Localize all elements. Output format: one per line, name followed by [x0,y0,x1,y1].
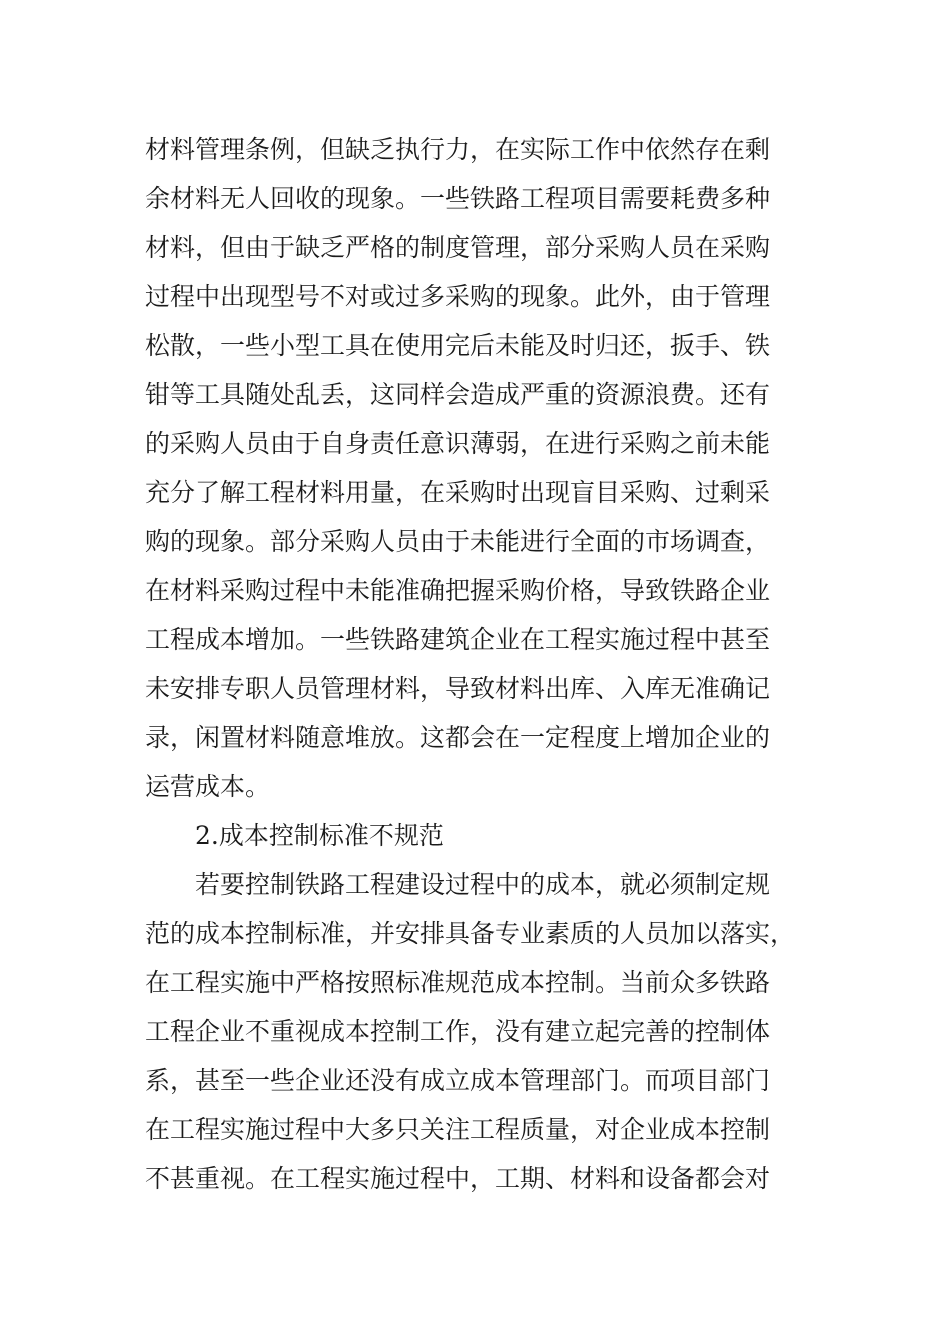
text-line: 松散，一些小型工具在使用完后未能及时归还，扳手、铁 [145,331,771,360]
text-line: 在工程实施中严格按照标准规范成本控制。当前众多铁路 [145,968,771,997]
text-line: 范的成本控制标准，并安排具备专业素质的人员加以落实， [145,919,796,948]
text-line: 在工程实施过程中大多只关注工程质量，对企业成本控制 [145,1115,771,1144]
text-line: 材料，但由于缺乏严格的制度管理，部分采购人员在采购 [145,233,771,262]
text-line: 在材料采购过程中未能准确把握采购价格，导致铁路企业 [145,576,771,605]
text-line: 材料管理条例，但缺乏执行力，在实际工作中依然存在剩 [145,135,771,164]
text-line: 购的现象。部分采购人员由于未能进行全面的市场调查， [145,527,771,556]
section-heading: 2.成本控制标准不规范 [195,821,444,850]
text-line: 未安排专职人员管理材料，导致材料出库、入库无准确记 [145,674,771,703]
text-line: 充分了解工程材料用量，在采购时出现盲目采购、过剩采 [145,478,771,507]
document-body [145,125,805,1203]
text-line: 运营成本。 [145,772,271,801]
text-line: 系，甚至一些企业还没有成立成本管理部门。而项目部门 [145,1066,771,1095]
text-line: 录，闲置材料随意堆放。这都会在一定程度上增加企业的 [145,723,771,752]
text-line: 工程企业不重视成本控制工作，没有建立起完善的控制体 [145,1017,771,1046]
text-line: 不甚重视。在工程实施过程中，工期、材料和设备都会对 [145,1164,771,1193]
text-line: 余材料无人回收的现象。一些铁路工程项目需要耗费多种 [145,184,771,213]
text-line: 过程中出现型号不对或过多采购的现象。此外，由于管理 [145,282,771,311]
text-line: 的采购人员由于自身责任意识薄弱，在进行采购之前未能 [145,429,771,458]
paragraph-cost-control [145,860,805,1203]
text-line: 工程成本增加。一些铁路建筑企业在工程实施过程中甚至 [145,625,771,654]
text-line: 若要控制铁路工程建设过程中的成本，就必须制定规 [195,870,771,899]
paragraph-material-management [145,125,805,811]
text-line: 钳等工具随处乱丢，这同样会造成严重的资源浪费。还有 [145,380,771,409]
